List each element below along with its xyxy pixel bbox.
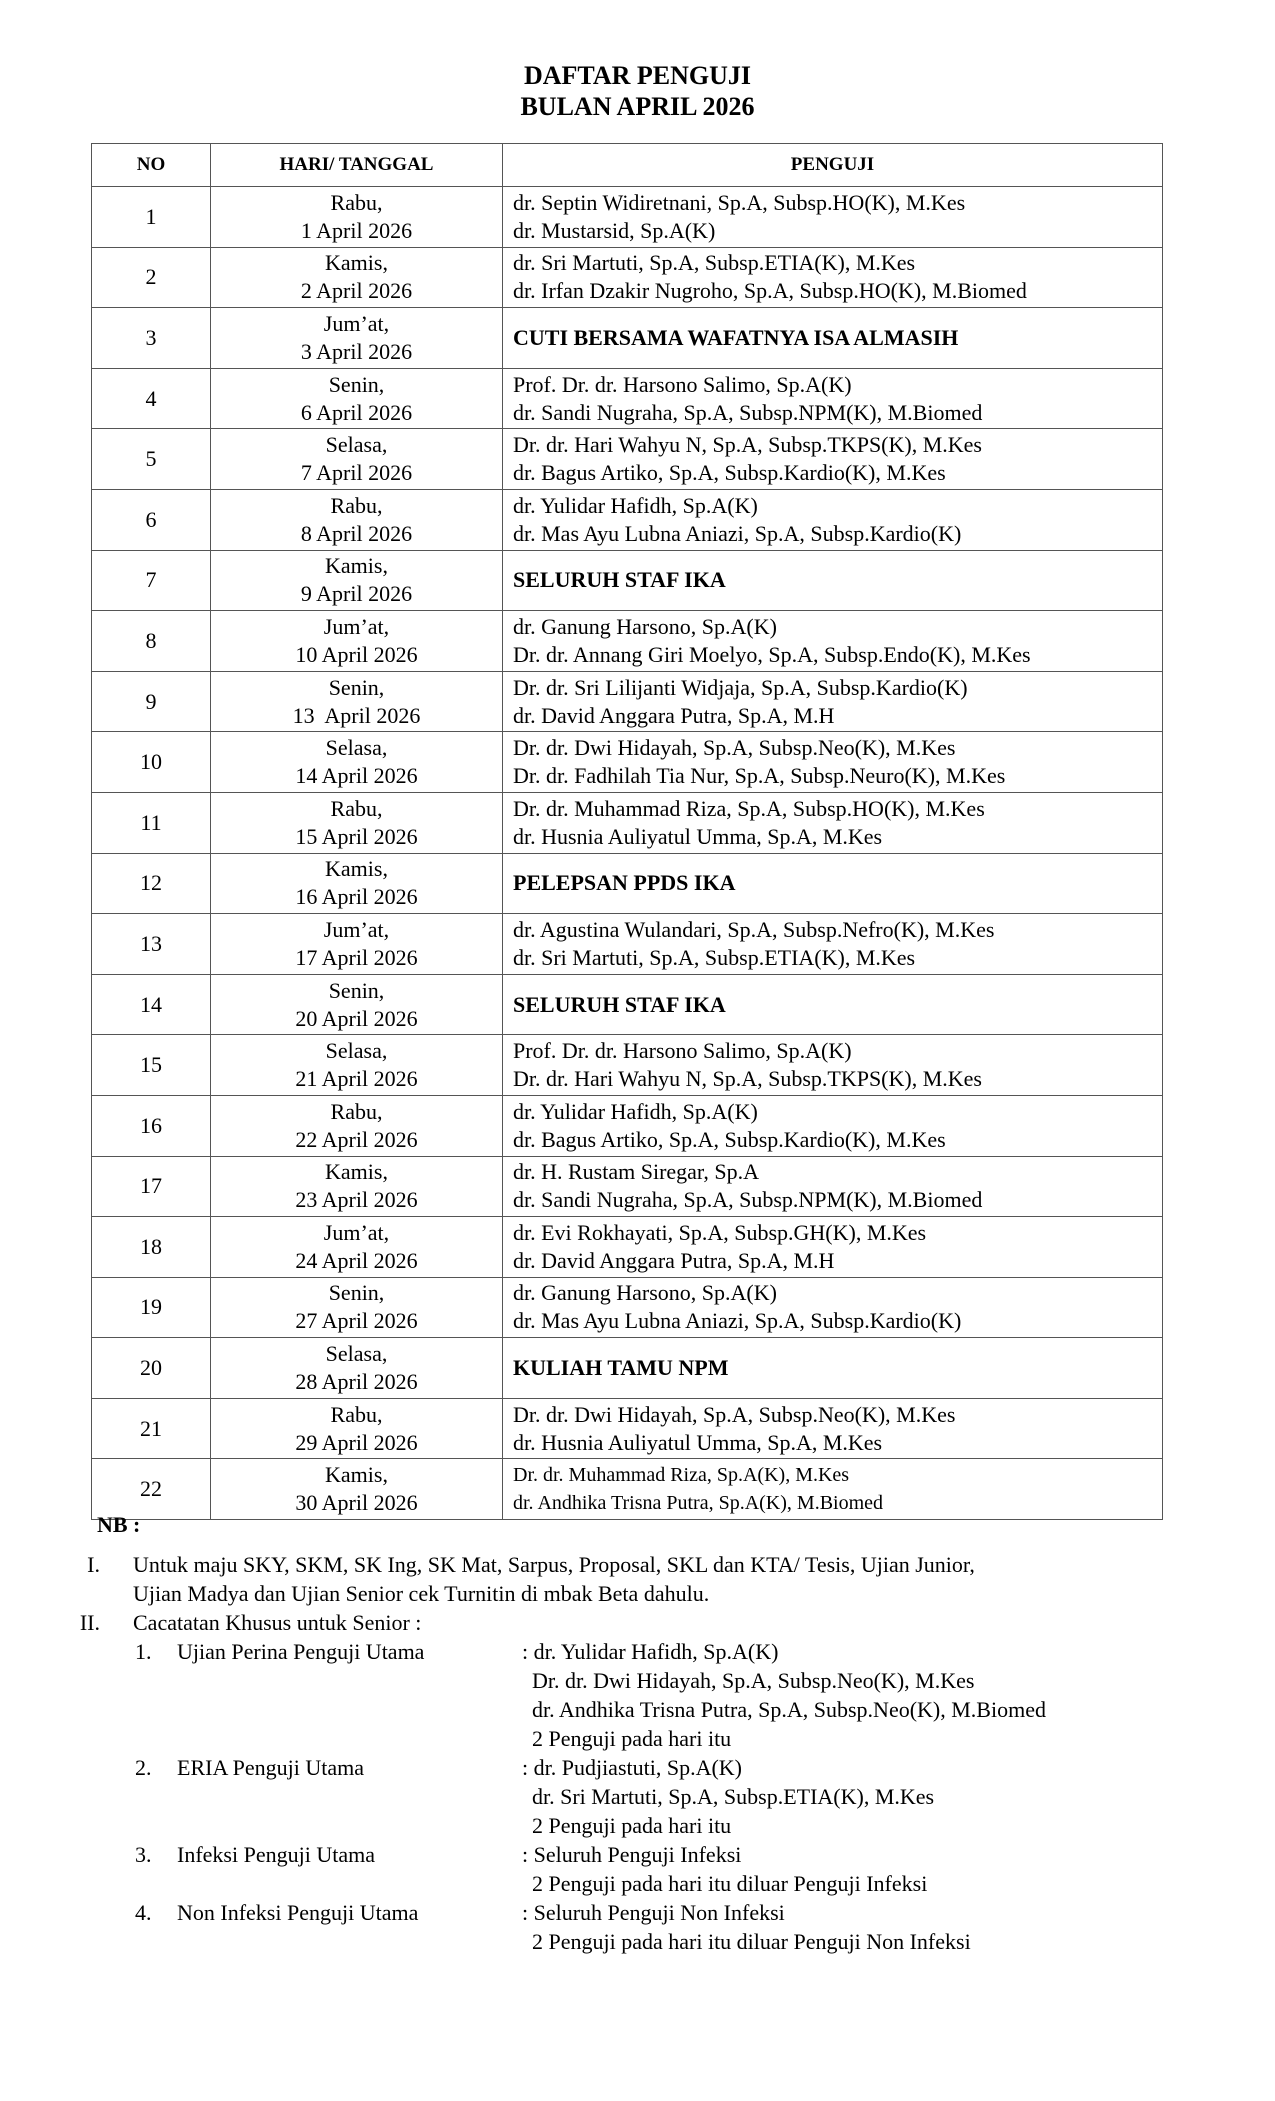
day-date-cell <box>211 1277 503 1338</box>
row-number: 9 <box>92 671 211 732</box>
examiners-cell <box>503 489 1163 550</box>
notes-title: NB : <box>97 1512 141 1537</box>
date: 9 April 2026 <box>300 581 413 607</box>
date: 16 April 2026 <box>295 884 418 910</box>
date: 29 April 2026 <box>295 1429 418 1455</box>
subnote-value: : dr. Pudjiastuti, Sp.A(K) <box>522 1755 743 1780</box>
row-number: 21 <box>92 1398 211 1459</box>
examiner-name: dr. Agustina Wulandari, Sp.A, Subsp.Nefro(K), M.Kes <box>513 916 995 942</box>
examiners-cell <box>503 1156 1163 1217</box>
row-number: 3 <box>92 308 211 369</box>
examiners-cell <box>503 1277 1163 1338</box>
table-row <box>92 247 1163 308</box>
day-date-cell <box>211 489 503 550</box>
date: 6 April 2026 <box>300 399 413 425</box>
table-row <box>92 1095 1163 1156</box>
date: 27 April 2026 <box>295 1308 418 1334</box>
examiner-name: dr. Husnia Auliyatul Umma, Sp.A, M.Kes <box>513 1429 883 1455</box>
table-row <box>92 429 1163 490</box>
examiners-cell <box>503 368 1163 429</box>
row-number: 18 <box>92 1217 211 1278</box>
date: 1 April 2026 <box>300 217 413 243</box>
day-date-cell <box>211 732 503 793</box>
examiner-name: dr. Husnia Auliyatul Umma, Sp.A, M.Kes <box>513 823 883 849</box>
row-number: 20 <box>92 1338 211 1399</box>
examiner-name: Dr. dr. Fadhilah Tia Nur, Sp.A, Subsp.Neuro(K), M.Kes <box>513 763 1006 789</box>
day-date-cell <box>211 611 503 672</box>
event-label: SELURUH STAF IKA <box>513 567 726 593</box>
subnote-value: Dr. dr. Dwi Hidayah, Sp.A, Subsp.Neo(K), M.Kes <box>532 1668 975 1693</box>
header-no: NO <box>92 144 211 187</box>
subnote-marker: 1. <box>135 1639 152 1664</box>
subnote-value: 2 Penguji pada hari itu diluar Penguji Non Infeksi <box>532 1929 971 1954</box>
header-penguji: PENGUJI <box>503 144 1163 187</box>
date: 30 April 2026 <box>295 1490 418 1516</box>
examiner-name: dr. Yulidar Hafidh, Sp.A(K) <box>513 492 758 518</box>
row-number: 6 <box>92 489 211 550</box>
examiners-cell <box>503 732 1163 793</box>
table-body <box>92 187 1163 1520</box>
row-number: 13 <box>92 914 211 975</box>
day-date-cell <box>211 1217 503 1278</box>
examiner-name: dr. Sandi Nugraha, Sp.A, Subsp.NPM(K), M.Biomed <box>513 1187 983 1213</box>
day-name: Rabu, <box>330 795 383 821</box>
subnote-marker: 3. <box>135 1842 152 1867</box>
subnote-value: 2 Penguji pada hari itu <box>532 1813 732 1838</box>
examiner-name: Dr. dr. Annang Giri Moelyo, Sp.A, Subsp.Endo(K), M.Kes <box>513 641 1031 667</box>
note-text: Cacatatan Khusus untuk Senior : <box>133 1610 422 1635</box>
day-name: Kamis, <box>325 553 388 579</box>
date: 14 April 2026 <box>295 763 418 789</box>
row-number: 11 <box>92 792 211 853</box>
examiners-cell <box>503 187 1163 248</box>
day-name: Jum’at, <box>323 1219 390 1245</box>
day-date-cell <box>211 974 503 1035</box>
examiner-name: Dr. dr. Hari Wahyu N, Sp.A, Subsp.TKPS(K), M.Kes <box>513 432 982 458</box>
examiner-name: Prof. Dr. dr. Harsono Salimo, Sp.A(K) <box>513 371 852 397</box>
table-row <box>92 914 1163 975</box>
table-row <box>92 732 1163 793</box>
event-label: CUTI BERSAMA WAFATNYA ISA ALMASIH <box>513 324 959 350</box>
table-row <box>92 308 1163 369</box>
examiner-name: dr. Ganung Harsono, Sp.A(K) <box>513 1280 777 1306</box>
examiner-name: dr. Sandi Nugraha, Sp.A, Subsp.NPM(K), M.Biomed <box>513 399 983 425</box>
date: 2 April 2026 <box>300 278 413 304</box>
day-name: Selasa, <box>325 432 388 458</box>
subnote-value: dr. Sri Martuti, Sp.A, Subsp.ETIA(K), M.Kes <box>532 1784 935 1809</box>
day-name: Kamis, <box>325 1159 388 1185</box>
day-name: Senin, <box>328 977 385 1003</box>
day-name: Kamis, <box>325 250 388 276</box>
date: 21 April 2026 <box>295 1066 418 1092</box>
row-number: 10 <box>92 732 211 793</box>
day-date-cell <box>211 671 503 732</box>
row-number: 8 <box>92 611 211 672</box>
examiners-cell <box>503 1398 1163 1459</box>
date: 24 April 2026 <box>295 1247 418 1273</box>
table-row <box>92 1217 1163 1278</box>
day-name: Senin, <box>328 674 385 700</box>
examiner-name: dr. David Anggara Putra, Sp.A, M.H <box>513 702 835 728</box>
title-line-1: DAFTAR PENGUJI <box>523 61 752 90</box>
subnote-value: : Seluruh Penguji Non Infeksi <box>522 1900 785 1925</box>
day-name: Selasa, <box>325 1341 388 1367</box>
examiners-cell <box>503 611 1163 672</box>
row-number: 12 <box>92 853 211 914</box>
examiners-cell <box>503 247 1163 308</box>
table-row <box>92 792 1163 853</box>
table-row <box>92 853 1163 914</box>
row-number: 16 <box>92 1095 211 1156</box>
day-date-cell <box>211 1095 503 1156</box>
date: 20 April 2026 <box>295 1005 418 1031</box>
day-name: Jum’at, <box>323 916 390 942</box>
subnote-label: Ujian Perina Penguji Utama <box>177 1639 425 1664</box>
date: 17 April 2026 <box>295 944 418 970</box>
event-cell <box>503 308 1163 369</box>
date: 3 April 2026 <box>300 338 413 364</box>
document-title <box>0 60 1275 122</box>
examiner-name: Dr. dr. Muhammad Riza, Sp.A(K), M.Kes <box>513 1464 850 1487</box>
examiner-name: Prof. Dr. dr. Harsono Salimo, Sp.A(K) <box>513 1038 852 1064</box>
examiner-name: dr. H. Rustam Siregar, Sp.A <box>513 1159 759 1185</box>
day-date-cell <box>211 550 503 611</box>
examiner-name: dr. Bagus Artiko, Sp.A, Subsp.Kardio(K), M.Kes <box>513 460 946 486</box>
examiner-name: Dr. dr. Hari Wahyu N, Sp.A, Subsp.TKPS(K), M.Kes <box>513 1066 982 1092</box>
examiner-name: dr. Evi Rokhayati, Sp.A, Subsp.GH(K), M.Kes <box>513 1219 927 1245</box>
subnote-label: Non Infeksi Penguji Utama <box>177 1900 419 1925</box>
day-date-cell <box>211 187 503 248</box>
day-date-cell <box>211 1459 503 1520</box>
examiner-name: dr. Mustarsid, Sp.A(K) <box>513 217 716 243</box>
note-marker: II. <box>79 1610 100 1635</box>
row-number: 1 <box>92 187 211 248</box>
examiner-name: dr. Bagus Artiko, Sp.A, Subsp.Kardio(K), M.Kes <box>513 1126 946 1152</box>
examiner-name: Dr. dr. Sri Lilijanti Widjaja, Sp.A, Subsp.Kardio(K) <box>513 674 968 700</box>
table-row <box>92 611 1163 672</box>
day-name: Kamis, <box>325 1462 388 1488</box>
table-row <box>92 671 1163 732</box>
examiner-name: dr. David Anggara Putra, Sp.A, M.H <box>513 1247 835 1273</box>
event-cell <box>503 1338 1163 1399</box>
table-row <box>92 1035 1163 1096</box>
table-row <box>92 1156 1163 1217</box>
day-name: Jum’at, <box>323 310 390 336</box>
subnote-label: Infeksi Penguji Utama <box>177 1842 375 1867</box>
row-number: 5 <box>92 429 211 490</box>
event-label: PELEPSAN PPDS IKA <box>513 870 736 896</box>
subnote-marker: 2. <box>135 1755 152 1780</box>
date: 7 April 2026 <box>300 460 413 486</box>
examiner-name: dr. Yulidar Hafidh, Sp.A(K) <box>513 1098 758 1124</box>
date: 13 April 2026 <box>292 702 421 728</box>
header-day-date: HARI/ TANGGAL <box>211 144 503 187</box>
examiners-cell <box>503 671 1163 732</box>
day-name: Selasa, <box>325 1038 388 1064</box>
table-row <box>92 1338 1163 1399</box>
table-row <box>92 187 1163 248</box>
date: 22 April 2026 <box>295 1126 418 1152</box>
table-row <box>92 1277 1163 1338</box>
note-text: Untuk maju SKY, SKM, SK Ing, SK Mat, Sarpus, Proposal, SKL dan KTA/ Tesis, Ujian Junior, <box>133 1552 975 1577</box>
day-date-cell <box>211 247 503 308</box>
title-line-2: BULAN APRIL 2026 <box>520 92 755 121</box>
examiner-name: dr. Mas Ayu Lubna Aniazi, Sp.A, Subsp.Kardio(K) <box>513 1308 962 1334</box>
examiners-cell <box>503 914 1163 975</box>
examiner-name: dr. Irfan Dzakir Nugroho, Sp.A, Subsp.HO(K), M.Biomed <box>513 278 1027 304</box>
subnote-value: : dr. Yulidar Hafidh, Sp.A(K) <box>522 1639 779 1664</box>
day-name: Rabu, <box>330 1401 383 1427</box>
day-date-cell <box>211 1338 503 1399</box>
examiner-name: dr. Ganung Harsono, Sp.A(K) <box>513 613 777 639</box>
date: 23 April 2026 <box>295 1187 418 1213</box>
subnote-value: 2 Penguji pada hari itu <box>532 1726 732 1751</box>
row-number: 7 <box>92 550 211 611</box>
day-name: Senin, <box>328 371 385 397</box>
day-date-cell <box>211 368 503 429</box>
row-number: 2 <box>92 247 211 308</box>
day-date-cell <box>211 429 503 490</box>
subnote-marker: 4. <box>135 1900 152 1925</box>
day-name: Rabu, <box>330 492 383 518</box>
date: 8 April 2026 <box>300 520 413 546</box>
date: 28 April 2026 <box>295 1369 418 1395</box>
row-number: 19 <box>92 1277 211 1338</box>
examiner-name: Dr. dr. Dwi Hidayah, Sp.A, Subsp.Neo(K), M.Kes <box>513 735 956 761</box>
event-cell <box>503 853 1163 914</box>
examiners-cell <box>503 1459 1163 1520</box>
day-name: Selasa, <box>325 735 388 761</box>
examiner-name: Dr. dr. Dwi Hidayah, Sp.A, Subsp.Neo(K), M.Kes <box>513 1401 956 1427</box>
date: 15 April 2026 <box>295 823 418 849</box>
examiner-name: Dr. dr. Muhammad Riza, Sp.A, Subsp.HO(K), M.Kes <box>513 795 985 821</box>
examiner-name: dr. Sri Martuti, Sp.A, Subsp.ETIA(K), M.Kes <box>513 944 916 970</box>
row-number: 14 <box>92 974 211 1035</box>
day-name: Senin, <box>328 1280 385 1306</box>
table-row <box>92 489 1163 550</box>
table-row <box>92 1459 1163 1520</box>
day-name: Rabu, <box>330 189 383 215</box>
subnote-value: : Seluruh Penguji Infeksi <box>522 1842 742 1867</box>
examiners-cell <box>503 1095 1163 1156</box>
table-row <box>92 1398 1163 1459</box>
day-name: Kamis, <box>325 856 388 882</box>
table-row <box>92 550 1163 611</box>
day-date-cell <box>211 853 503 914</box>
event-label: KULIAH TAMU NPM <box>513 1355 729 1381</box>
day-date-cell <box>211 914 503 975</box>
examiners-cell <box>503 792 1163 853</box>
examiner-name: dr. Septin Widiretnani, Sp.A, Subsp.HO(K), M.Kes <box>513 189 966 215</box>
examiners-cell <box>503 429 1163 490</box>
row-number: 22 <box>92 1459 211 1520</box>
examiner-name: dr. Sri Martuti, Sp.A, Subsp.ETIA(K), M.Kes <box>513 250 916 276</box>
event-label: SELURUH STAF IKA <box>513 991 726 1017</box>
date: 10 April 2026 <box>295 641 418 667</box>
table-row <box>92 368 1163 429</box>
examiner-schedule-table <box>91 143 1163 1520</box>
examiners-cell <box>503 1035 1163 1096</box>
subnote-value: 2 Penguji pada hari itu diluar Penguji Infeksi <box>532 1871 928 1896</box>
row-number: 15 <box>92 1035 211 1096</box>
row-number: 4 <box>92 368 211 429</box>
table-row <box>92 974 1163 1035</box>
subnote-label: ERIA Penguji Utama <box>177 1755 364 1780</box>
note-marker: I. <box>87 1552 100 1577</box>
day-name: Jum’at, <box>323 613 390 639</box>
event-cell <box>503 974 1163 1035</box>
day-name: Rabu, <box>330 1098 383 1124</box>
day-date-cell <box>211 1156 503 1217</box>
subnote-value: dr. Andhika Trisna Putra, Sp.A, Subsp.Neo(K), M.Biomed <box>532 1697 1046 1722</box>
examiner-name: dr. Mas Ayu Lubna Aniazi, Sp.A, Subsp.Kardio(K) <box>513 520 962 546</box>
day-date-cell <box>211 1398 503 1459</box>
day-date-cell <box>211 308 503 369</box>
examiners-cell <box>503 1217 1163 1278</box>
note-text: Ujian Madya dan Ujian Senior cek Turnitin di mbak Beta dahulu. <box>133 1581 710 1606</box>
table-header-row <box>92 144 1163 187</box>
day-date-cell <box>211 1035 503 1096</box>
row-number: 17 <box>92 1156 211 1217</box>
examiner-name: dr. Andhika Trisna Putra, Sp.A(K), M.Biomed <box>513 1492 884 1515</box>
day-date-cell <box>211 792 503 853</box>
event-cell <box>503 550 1163 611</box>
